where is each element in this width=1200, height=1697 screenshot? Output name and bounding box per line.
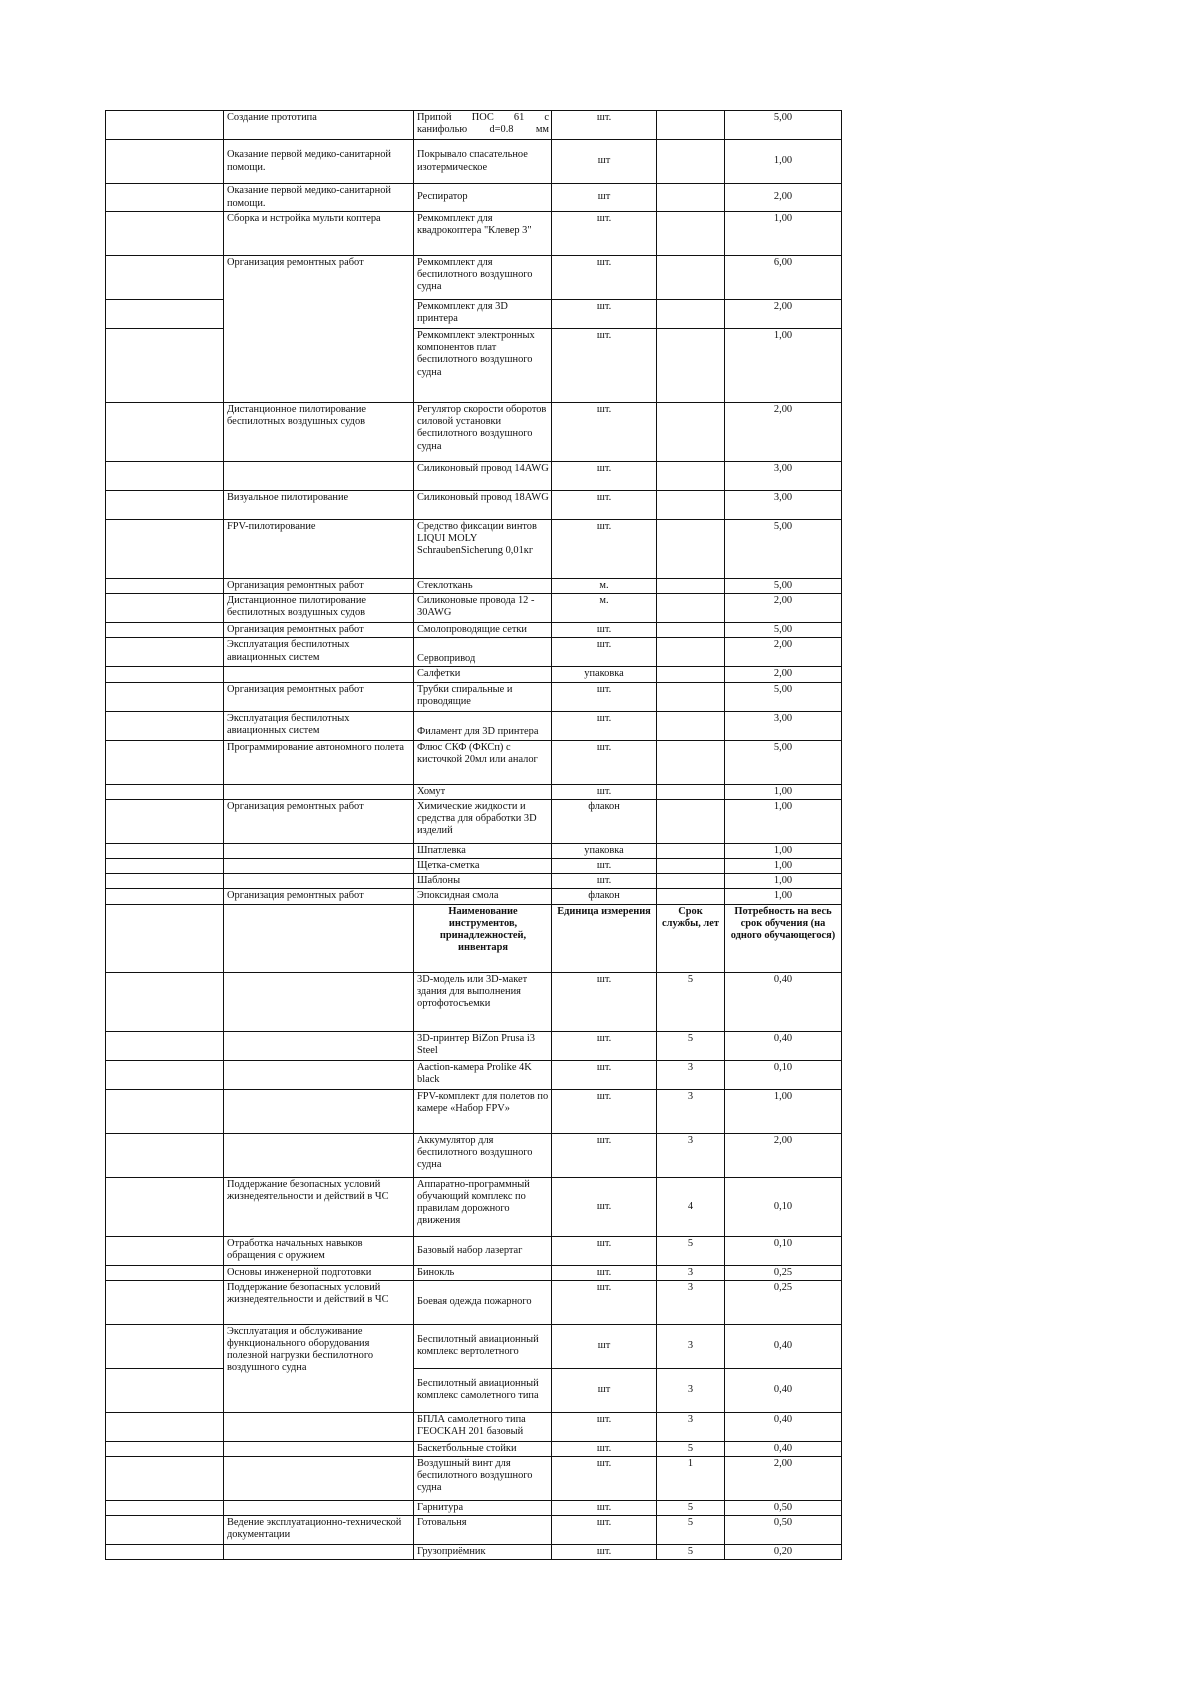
service-life-cell: 5 bbox=[657, 1236, 725, 1265]
service-life-cell: 5 bbox=[657, 1441, 725, 1456]
activity-cell: Дистанционное пилотирование беспилотных воздушных судов bbox=[224, 403, 414, 462]
blank-cell bbox=[106, 972, 224, 1031]
service-life-cell bbox=[657, 799, 725, 843]
item-name-cell: Аккумулятор для беспилотного воздушного судна bbox=[414, 1133, 552, 1177]
item-name-cell: Регулятор скорости оборотов силовой установки беспилотного воздушного судна bbox=[414, 403, 552, 462]
activity-cell: FPV-пилотирование bbox=[224, 520, 414, 579]
header-need: Потребность на весь срок обучения (на одного обучающегося) bbox=[725, 904, 842, 972]
activity-cell: Сборка и нстройка мульти коптера bbox=[224, 212, 414, 256]
need-cell: 0,40 bbox=[725, 1441, 842, 1456]
service-life-cell bbox=[657, 462, 725, 491]
item-name-cell: Боевая одежда пожарного bbox=[414, 1280, 552, 1324]
table-row bbox=[106, 711, 842, 740]
activity-cell bbox=[224, 972, 414, 1031]
activity-cell: Организация ремонтных работ bbox=[224, 682, 414, 711]
table-row bbox=[106, 740, 842, 784]
need-cell: 5,00 bbox=[725, 579, 842, 594]
table-row bbox=[106, 462, 842, 491]
need-cell: 2,00 bbox=[725, 403, 842, 462]
item-name-cell: 3D-принтер BiZon Prusa i3 Steel bbox=[414, 1031, 552, 1060]
need-cell: 1,00 bbox=[725, 329, 842, 403]
activity-cell: Ведение эксплуатационно-технической документации bbox=[224, 1516, 414, 1545]
activity-cell: Основы инженерной подготовки bbox=[224, 1265, 414, 1280]
blank-cell bbox=[106, 1457, 224, 1501]
item-name-cell: Химические жидкости и средства для обработки 3D изделий bbox=[414, 799, 552, 843]
unit-cell: шт. bbox=[552, 623, 657, 638]
activity-cell: Программирование автономного полета bbox=[224, 740, 414, 784]
table-row bbox=[106, 874, 842, 889]
activity-cell: Поддержание безопасных условий жизнедеятельности и действий в ЧС bbox=[224, 1280, 414, 1324]
service-life-cell: 1 bbox=[657, 1457, 725, 1501]
item-name-cell: Покрывало спасательное изотермическое bbox=[414, 140, 552, 184]
service-life-cell: 3 bbox=[657, 1265, 725, 1280]
need-cell: 0,10 bbox=[725, 1236, 842, 1265]
table-row bbox=[106, 1265, 842, 1280]
table-row bbox=[106, 1236, 842, 1265]
activity-cell bbox=[224, 1412, 414, 1441]
blank-cell bbox=[106, 520, 224, 579]
unit-cell: шт. bbox=[552, 212, 657, 256]
item-name-cell: Респиратор bbox=[414, 184, 552, 212]
item-name-cell: Беспилотный авиационный комплекс вертолетного bbox=[414, 1324, 552, 1368]
table-row bbox=[106, 1089, 842, 1133]
unit-cell: шт. bbox=[552, 1031, 657, 1060]
blank-cell bbox=[106, 1441, 224, 1456]
need-cell: 3,00 bbox=[725, 491, 842, 520]
table-row bbox=[106, 1368, 842, 1412]
blank-cell bbox=[106, 1501, 224, 1516]
blank-cell bbox=[106, 1368, 224, 1412]
service-life-cell bbox=[657, 843, 725, 858]
blank-cell bbox=[106, 623, 224, 638]
activity-cell: Оказание первой медико-санитарной помощи. bbox=[224, 140, 414, 184]
item-name-cell: Воздушный винт для беспилотного воздушного судна bbox=[414, 1457, 552, 1501]
need-cell: 0,25 bbox=[725, 1280, 842, 1324]
service-life-cell bbox=[657, 594, 725, 623]
activity-cell bbox=[224, 843, 414, 858]
table-row bbox=[106, 799, 842, 843]
service-life-cell: 5 bbox=[657, 1501, 725, 1516]
item-name-cell: Ремкомплект для квадрокоптера "Клевер 3" bbox=[414, 212, 552, 256]
activity-cell: Оказание первой медико-санитарной помощи. bbox=[224, 184, 414, 212]
activity-cell: Отработка начальных навыков обращения с оружием bbox=[224, 1236, 414, 1265]
blank-cell bbox=[106, 1060, 224, 1089]
activity-cell bbox=[224, 1545, 414, 1560]
need-cell: 0,20 bbox=[725, 1545, 842, 1560]
item-name-cell: Aaction-камера Prolike 4K black bbox=[414, 1060, 552, 1089]
blank-cell bbox=[106, 462, 224, 491]
table-header-row bbox=[106, 904, 842, 972]
service-life-cell: 3 bbox=[657, 1133, 725, 1177]
unit-cell: шт. bbox=[552, 1280, 657, 1324]
need-cell: 1,00 bbox=[725, 889, 842, 904]
table-row bbox=[106, 1060, 842, 1089]
blank-cell bbox=[106, 212, 224, 256]
item-name-cell: Припой ПОС 61 с канифолью d=0.8 мм bbox=[414, 111, 552, 140]
table-row bbox=[106, 889, 842, 904]
blank-cell bbox=[106, 1545, 224, 1560]
blank-cell bbox=[106, 1089, 224, 1133]
table-row bbox=[106, 111, 842, 140]
activity-cell bbox=[224, 667, 414, 682]
item-name-cell: Силиконовый провод 14AWG bbox=[414, 462, 552, 491]
unit-cell: шт. bbox=[552, 329, 657, 403]
table-row bbox=[106, 579, 842, 594]
table-row bbox=[106, 623, 842, 638]
unit-cell: шт. bbox=[552, 638, 657, 667]
table-row bbox=[106, 256, 842, 300]
activity-cell bbox=[224, 1501, 414, 1516]
table-row bbox=[106, 972, 842, 1031]
activity-cell: Организация ремонтных работ bbox=[224, 623, 414, 638]
item-name-cell: Филамент для 3D принтера bbox=[414, 711, 552, 740]
unit-cell: шт. bbox=[552, 859, 657, 874]
service-life-cell bbox=[657, 638, 725, 667]
need-cell: 1,00 bbox=[725, 799, 842, 843]
need-cell: 2,00 bbox=[725, 1133, 842, 1177]
service-life-cell bbox=[657, 784, 725, 799]
header-unit: Единица измерения bbox=[552, 904, 657, 972]
table-row bbox=[106, 1177, 842, 1236]
need-cell: 5,00 bbox=[725, 623, 842, 638]
item-name-cell: Щетка-сметка bbox=[414, 859, 552, 874]
need-cell: 0,40 bbox=[725, 1412, 842, 1441]
blank-cell bbox=[106, 579, 224, 594]
table-row bbox=[106, 403, 842, 462]
table-row bbox=[106, 520, 842, 579]
table-row bbox=[106, 140, 842, 184]
service-life-cell: 4 bbox=[657, 1177, 725, 1236]
item-name-cell: Салфетки bbox=[414, 667, 552, 682]
table-row bbox=[106, 1441, 842, 1456]
service-life-cell bbox=[657, 579, 725, 594]
table-row bbox=[106, 1324, 842, 1368]
blank-cell bbox=[106, 140, 224, 184]
item-name-cell: Гарнитура bbox=[414, 1501, 552, 1516]
need-cell: 0,50 bbox=[725, 1501, 842, 1516]
unit-cell: шт. bbox=[552, 1133, 657, 1177]
unit-cell: шт. bbox=[552, 1265, 657, 1280]
table-row bbox=[106, 491, 842, 520]
activity-cell bbox=[224, 462, 414, 491]
activity-cell bbox=[224, 874, 414, 889]
service-life-cell bbox=[657, 329, 725, 403]
unit-cell: шт bbox=[552, 184, 657, 212]
need-cell: 1,00 bbox=[725, 874, 842, 889]
blank-cell bbox=[106, 799, 224, 843]
blank-cell bbox=[106, 859, 224, 874]
blank-cell bbox=[106, 740, 224, 784]
service-life-cell: 3 bbox=[657, 1324, 725, 1368]
item-name-cell: Шаблоны bbox=[414, 874, 552, 889]
item-name-cell: Ремкомплект электронных компонентов плат беспилотного воздушного судна bbox=[414, 329, 552, 403]
item-name-cell: Силиконовые провода 12 - 30AWG bbox=[414, 594, 552, 623]
blank-cell bbox=[106, 711, 224, 740]
unit-cell: м. bbox=[552, 594, 657, 623]
unit-cell: шт. bbox=[552, 1060, 657, 1089]
need-cell: 5,00 bbox=[725, 682, 842, 711]
blank-cell bbox=[106, 1265, 224, 1280]
item-name-cell: Эпоксидная смола bbox=[414, 889, 552, 904]
table-row bbox=[106, 1516, 842, 1545]
blank-cell bbox=[106, 1031, 224, 1060]
blank-cell bbox=[106, 843, 224, 858]
item-name-cell: Средство фиксации винтов LIQUI MOLY SchraubenSicherung 0,01кг bbox=[414, 520, 552, 579]
unit-cell: м. bbox=[552, 579, 657, 594]
blank-cell bbox=[106, 1280, 224, 1324]
blank-cell bbox=[106, 889, 224, 904]
unit-cell: шт. bbox=[552, 111, 657, 140]
unit-cell: шт. bbox=[552, 1412, 657, 1441]
service-life-cell bbox=[657, 623, 725, 638]
service-life-cell bbox=[657, 667, 725, 682]
header-item: Наименование инструментов, принадлежностей, инвентаря bbox=[414, 904, 552, 972]
need-cell: 5,00 bbox=[725, 111, 842, 140]
service-life-cell: 3 bbox=[657, 1089, 725, 1133]
activity-cell bbox=[224, 904, 414, 972]
item-name-cell: Ремкомплект для 3D принтера bbox=[414, 300, 552, 329]
unit-cell: шт. bbox=[552, 256, 657, 300]
blank-cell bbox=[106, 111, 224, 140]
activity-cell bbox=[224, 859, 414, 874]
blank-cell bbox=[106, 1177, 224, 1236]
activity-cell: Дистанционное пилотирование беспилотных воздушных судов bbox=[224, 594, 414, 623]
need-cell: 2,00 bbox=[725, 638, 842, 667]
activity-cell: Визуальное пилотирование bbox=[224, 491, 414, 520]
table-row bbox=[106, 594, 842, 623]
need-cell: 0,40 bbox=[725, 972, 842, 1031]
service-life-cell: 5 bbox=[657, 1516, 725, 1545]
activity-cell bbox=[224, 1060, 414, 1089]
service-life-cell bbox=[657, 711, 725, 740]
need-cell: 0,40 bbox=[725, 1368, 842, 1412]
need-cell: 2,00 bbox=[725, 667, 842, 682]
need-cell: 1,00 bbox=[725, 212, 842, 256]
blank-cell bbox=[106, 403, 224, 462]
service-life-cell bbox=[657, 859, 725, 874]
need-cell: 5,00 bbox=[725, 740, 842, 784]
need-cell: 2,00 bbox=[725, 1457, 842, 1501]
service-life-cell: 3 bbox=[657, 1412, 725, 1441]
service-life-cell bbox=[657, 740, 725, 784]
unit-cell: шт. bbox=[552, 1177, 657, 1236]
need-cell: 6,00 bbox=[725, 256, 842, 300]
activity-cell bbox=[224, 1457, 414, 1501]
table-row bbox=[106, 1501, 842, 1516]
service-life-cell bbox=[657, 520, 725, 579]
unit-cell: шт bbox=[552, 1324, 657, 1368]
unit-cell: шт. bbox=[552, 462, 657, 491]
table-row bbox=[106, 329, 842, 403]
unit-cell: шт. bbox=[552, 1236, 657, 1265]
unit-cell: шт bbox=[552, 1368, 657, 1412]
item-name-cell: Баскетбольные стойки bbox=[414, 1441, 552, 1456]
need-cell: 1,00 bbox=[725, 140, 842, 184]
unit-cell: шт. bbox=[552, 1441, 657, 1456]
blank-cell bbox=[106, 300, 224, 329]
service-life-cell: 5 bbox=[657, 1545, 725, 1560]
unit-cell: флакон bbox=[552, 799, 657, 843]
blank-cell bbox=[106, 594, 224, 623]
activity-cell bbox=[224, 1441, 414, 1456]
table-row bbox=[106, 184, 842, 212]
item-name-cell: Трубки спиральные и проводящие bbox=[414, 682, 552, 711]
item-name-cell: FPV-комплект для полетов по камере «Набор FPV» bbox=[414, 1089, 552, 1133]
need-cell: 2,00 bbox=[725, 594, 842, 623]
equipment-table bbox=[105, 110, 842, 1560]
service-life-cell: 3 bbox=[657, 1280, 725, 1324]
table-row bbox=[106, 1412, 842, 1441]
activity-cell: Эксплуатация беспилотных авиационных систем bbox=[224, 638, 414, 667]
service-life-cell bbox=[657, 256, 725, 300]
unit-cell: шт. bbox=[552, 403, 657, 462]
table-row bbox=[106, 1457, 842, 1501]
service-life-cell bbox=[657, 111, 725, 140]
blank-cell bbox=[106, 1133, 224, 1177]
blank-cell bbox=[106, 329, 224, 403]
item-name-cell: Беспилотный авиационный комплекс самолетного типа bbox=[414, 1368, 552, 1412]
item-name-cell: Хомут bbox=[414, 784, 552, 799]
service-life-cell: 3 bbox=[657, 1060, 725, 1089]
unit-cell: шт. bbox=[552, 740, 657, 784]
header-life: Срок службы, лет bbox=[657, 904, 725, 972]
item-name-cell: Шпатлевка bbox=[414, 843, 552, 858]
activity-cell: Поддержание безопасных условий жизнедеятельности и действий в ЧС bbox=[224, 1177, 414, 1236]
unit-cell: шт bbox=[552, 140, 657, 184]
blank-cell bbox=[106, 784, 224, 799]
blank-cell bbox=[106, 1236, 224, 1265]
activity-cell: Организация ремонтных работ bbox=[224, 256, 414, 403]
need-cell: 1,00 bbox=[725, 784, 842, 799]
activity-cell: Создание прототипа bbox=[224, 111, 414, 140]
need-cell: 0,50 bbox=[725, 1516, 842, 1545]
table-row bbox=[106, 784, 842, 799]
service-life-cell bbox=[657, 682, 725, 711]
blank-cell bbox=[106, 1516, 224, 1545]
item-name-cell: Силиконовый провод 18AWG bbox=[414, 491, 552, 520]
table-row bbox=[106, 859, 842, 874]
table-row bbox=[106, 638, 842, 667]
need-cell: 0,10 bbox=[725, 1060, 842, 1089]
item-name-cell: Стеклоткань bbox=[414, 579, 552, 594]
service-life-cell: 3 bbox=[657, 1368, 725, 1412]
table-row bbox=[106, 1133, 842, 1177]
need-cell: 0,40 bbox=[725, 1324, 842, 1368]
item-name-cell: 3D-модель или 3D-макет здания для выполнения ортофотосъемки bbox=[414, 972, 552, 1031]
unit-cell: шт. bbox=[552, 520, 657, 579]
unit-cell: шт. bbox=[552, 1545, 657, 1560]
activity-cell bbox=[224, 1089, 414, 1133]
unit-cell: шт. bbox=[552, 682, 657, 711]
unit-cell: шт. bbox=[552, 1516, 657, 1545]
need-cell: 1,00 bbox=[725, 859, 842, 874]
table-row bbox=[106, 667, 842, 682]
blank-cell bbox=[106, 184, 224, 212]
unit-cell: шт. bbox=[552, 1501, 657, 1516]
table-row bbox=[106, 212, 842, 256]
blank-cell bbox=[106, 682, 224, 711]
service-life-cell bbox=[657, 889, 725, 904]
item-name-cell: Флюс СКФ (ФКСп) с кисточкой 20мл или аналог bbox=[414, 740, 552, 784]
need-cell: 1,00 bbox=[725, 1089, 842, 1133]
item-name-cell: Готовальня bbox=[414, 1516, 552, 1545]
table-row bbox=[106, 682, 842, 711]
item-name-cell: Бинокль bbox=[414, 1265, 552, 1280]
need-cell: 2,00 bbox=[725, 184, 842, 212]
unit-cell: упаковка bbox=[552, 667, 657, 682]
blank-cell bbox=[106, 491, 224, 520]
item-name-cell: Аппаратно-программный обучающий комплекс по правилам дорожного движения bbox=[414, 1177, 552, 1236]
need-cell: 3,00 bbox=[725, 462, 842, 491]
unit-cell: шт. bbox=[552, 972, 657, 1031]
unit-cell: шт. bbox=[552, 1457, 657, 1501]
item-name-cell: Смолопроводящие сетки bbox=[414, 623, 552, 638]
item-name-cell: Грузоприёмник bbox=[414, 1545, 552, 1560]
blank-cell bbox=[106, 256, 224, 300]
table-row bbox=[106, 1031, 842, 1060]
service-life-cell bbox=[657, 300, 725, 329]
blank-cell bbox=[106, 904, 224, 972]
activity-cell: Организация ремонтных работ bbox=[224, 889, 414, 904]
activity-cell: Организация ремонтных работ bbox=[224, 799, 414, 843]
activity-cell: Эксплуатация и обслуживание функционального оборудования полезной нагрузки беспилотного воздушного судна bbox=[224, 1324, 414, 1412]
activity-cell bbox=[224, 784, 414, 799]
blank-cell bbox=[106, 1324, 224, 1368]
activity-cell: Организация ремонтных работ bbox=[224, 579, 414, 594]
service-life-cell: 5 bbox=[657, 972, 725, 1031]
need-cell: 3,00 bbox=[725, 711, 842, 740]
item-name-cell: Сервопривод bbox=[414, 638, 552, 667]
table-row bbox=[106, 1280, 842, 1324]
unit-cell: шт. bbox=[552, 1089, 657, 1133]
activity-cell bbox=[224, 1133, 414, 1177]
activity-cell: Эксплуатация беспилотных авиационных систем bbox=[224, 711, 414, 740]
unit-cell: шт. bbox=[552, 874, 657, 889]
blank-cell bbox=[106, 874, 224, 889]
need-cell: 0,40 bbox=[725, 1031, 842, 1060]
service-life-cell bbox=[657, 874, 725, 889]
service-life-cell bbox=[657, 184, 725, 212]
need-cell: 0,10 bbox=[725, 1177, 842, 1236]
table-row bbox=[106, 1545, 842, 1560]
need-cell: 1,00 bbox=[725, 843, 842, 858]
unit-cell: шт. bbox=[552, 711, 657, 740]
blank-cell bbox=[106, 1412, 224, 1441]
activity-cell bbox=[224, 1031, 414, 1060]
need-cell: 5,00 bbox=[725, 520, 842, 579]
need-cell: 2,00 bbox=[725, 300, 842, 329]
service-life-cell bbox=[657, 212, 725, 256]
unit-cell: шт. bbox=[552, 784, 657, 799]
service-life-cell bbox=[657, 491, 725, 520]
blank-cell bbox=[106, 638, 224, 667]
unit-cell: шт. bbox=[552, 491, 657, 520]
table-row bbox=[106, 843, 842, 858]
item-name-cell: Ремкомплект для беспилотного воздушного судна bbox=[414, 256, 552, 300]
unit-cell: упаковка bbox=[552, 843, 657, 858]
unit-cell: флакон bbox=[552, 889, 657, 904]
item-name-cell: БПЛА самолетного типа ГЕОСКАН 201 базовый bbox=[414, 1412, 552, 1441]
blank-cell bbox=[106, 667, 224, 682]
table-row bbox=[106, 300, 842, 329]
service-life-cell: 5 bbox=[657, 1031, 725, 1060]
service-life-cell bbox=[657, 403, 725, 462]
item-name-cell: Базовый набор лазертаг bbox=[414, 1236, 552, 1265]
service-life-cell bbox=[657, 140, 725, 184]
unit-cell: шт. bbox=[552, 300, 657, 329]
need-cell: 0,25 bbox=[725, 1265, 842, 1280]
